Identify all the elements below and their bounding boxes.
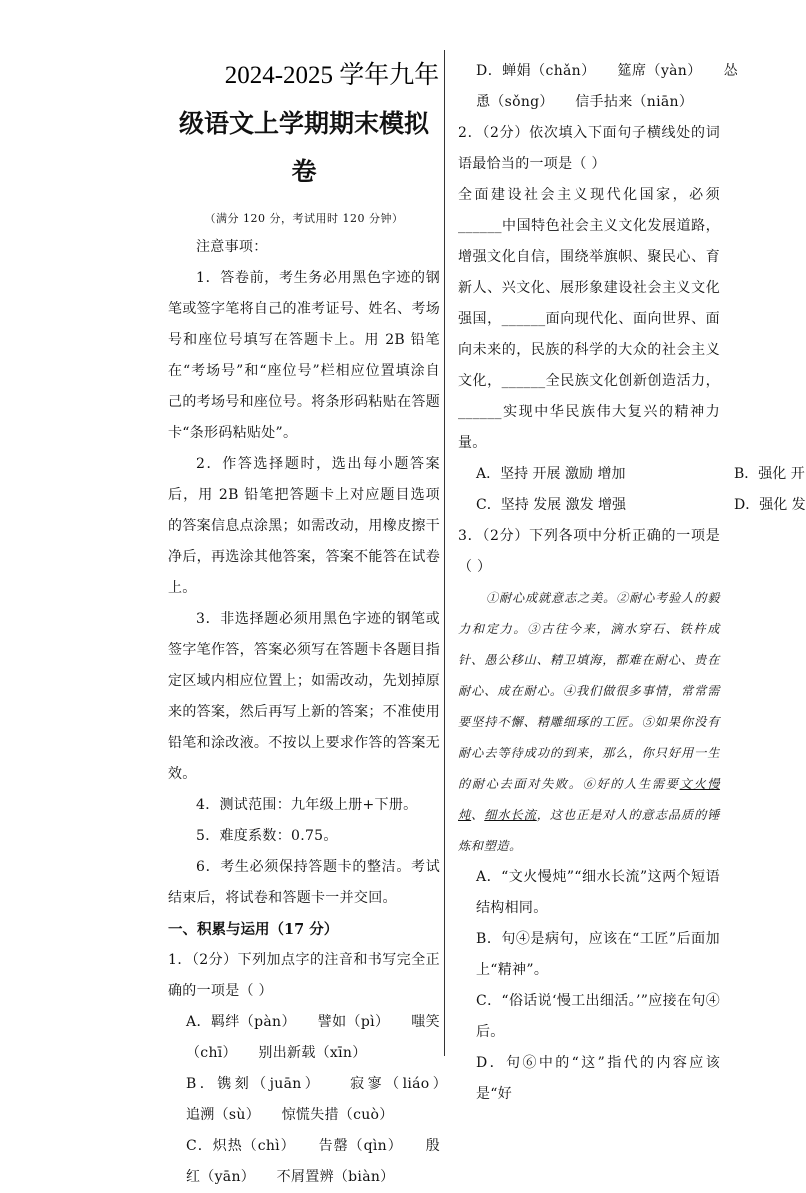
column-divider xyxy=(444,50,445,1056)
q1-stem: 1．（2分）下列加点字的注音和书写完全正确的一项是（ ） xyxy=(168,952,440,999)
q3-option-d: D．句⑥中的“这”指代的内容应该是“好 xyxy=(476,1055,720,1102)
q2-options-row-2 xyxy=(458,490,806,521)
exam-title-line3: 卷 xyxy=(291,157,317,186)
q3-stem: 3．（2分）下列各项中分析正确的一项是（ ） xyxy=(458,528,720,575)
notice-item-3: 3．非选择题必须用黑色字迹的钢笔或签字笔作答，答案必须写在答题卡各题目指定区域内相应位置上；如需改动，先划掉原来的答案，然后再写上新的答案；不准使用铅笔和涂改液。不按以上要求作答的答案无效。 xyxy=(168,611,440,782)
q2-option-c: C．坚持 发展 激发 增强 xyxy=(476,497,627,513)
q3-passage-underline-2: 细水长流 xyxy=(484,808,537,822)
q2-body: 全面建设社会主义现代化国家，必须______中国特色社会主义文化发展道路，增强文化自信，围绕举旗帜、聚民心、育新人、兴文化、展形象建设社会主义文化强国，______面向现代化、面向世界、面向未来的，民族的科学的大众的社会主义文化，______全民族文化创新创造活力，______实现中华民族伟大复兴的精神力量。 xyxy=(458,187,720,451)
q2-stem: 2．（2分）依次填入下面句子横线处的词语最恰当的一项是（ ） xyxy=(458,125,720,172)
exam-title-line2: 级语文上学期期末模拟 xyxy=(178,109,429,138)
notice-item-4: 4．测试范围：九年级上册+下册。 xyxy=(196,797,418,813)
q2-option-d: D．强化 发 xyxy=(734,497,806,513)
q3-option-a: A．“文火慢炖”“细水长流”这两个短语结构相同。 xyxy=(476,869,720,916)
notice-item-1: 1．答卷前，考生务必用黑色字迹的钢笔或签字笔将自己的准考证号、姓名、考场号和座位号填写在答题卡上。用 2B 铅笔在“考场号”和“座位号”栏相应位置填涂自己的考场号和座位号。将条形码粘贴在答题卡“条形码粘贴处”。 xyxy=(168,270,440,441)
notice-item-6: 6．考生必须保持答题卡的整洁。考试结束后，将试卷和答题卡一并交回。 xyxy=(168,859,440,906)
q3-option-c: C．“俗话说‘慢工出细活。’”应接在句④后。 xyxy=(476,993,720,1040)
q3-passage-underline-1: 文火慢炖 xyxy=(458,777,720,822)
exam-subtitle: （满分 120 分，考试用时 120 分钟） xyxy=(204,212,404,225)
section-heading: 一、积累与运用（17 分） xyxy=(168,921,339,938)
q1-option-d: D．蝉娟（chǎn） 筵席（yàn） 怂恿（sǒng） 信手拈来（niān） xyxy=(476,63,738,110)
q2-options-row-1 xyxy=(458,459,805,490)
q3-passage-before: ①耐心成就意志之美。②耐心考验人的毅力和定力。③古往今来，滴水穿石、铁杵成针、愚公移山、精卫填海，都难在耐心、贵在耐心、成在耐心。④我们做很多事情，常常需要坚持不懈、精雕细琢的工匠。⑤如果你没有耐心去等待成功的到来，那么，你只好用一生的耐心去面对失败。⑥好的人生需要 xyxy=(458,591,720,791)
notice-item-5: 5．难度系数：0.75。 xyxy=(196,828,338,844)
q3-passage-sep: 、 xyxy=(471,808,485,822)
right-column xyxy=(458,56,806,1110)
q3-option-b: B．句④是病句，应该在“工匠”后面加上“精神”。 xyxy=(476,931,720,978)
notice-heading: 注意事项： xyxy=(196,239,268,255)
exam-title-line1: 2024-2025 学年九年 xyxy=(224,62,440,89)
q3-passage-after: ，这也正是对人的意志品质的锤炼和塑造。 xyxy=(458,808,720,853)
q2-option-a: A．坚持 开展 激励 增加 xyxy=(476,466,626,482)
q1-option-a: A．羁绊（pàn） 譬如（pì） 嗤笑（chī） 别出新载（xīn） xyxy=(186,1014,440,1061)
q1-option-c: C．炽热（chì） 告罄（qìn） 殷红（yān） 不屑置辨（biàn） xyxy=(186,1138,440,1185)
q1-option-b: B．镌刻（juān） 寂寥（liáo） 追溯（sù） 惊慌失措（cuò） xyxy=(186,1076,469,1123)
q3-passage xyxy=(458,583,720,862)
notice-item-2: 2．作答选择题时，选出每小题答案后，用 2B 铅笔把答题卡上对应题目选项的答案信息点涂黑；如需改动，用橡皮擦干净后，再选涂其他答案，答案不能答在试卷上。 xyxy=(168,456,440,596)
left-column xyxy=(168,52,469,1193)
q2-option-b: B．强化 开 xyxy=(734,466,805,482)
